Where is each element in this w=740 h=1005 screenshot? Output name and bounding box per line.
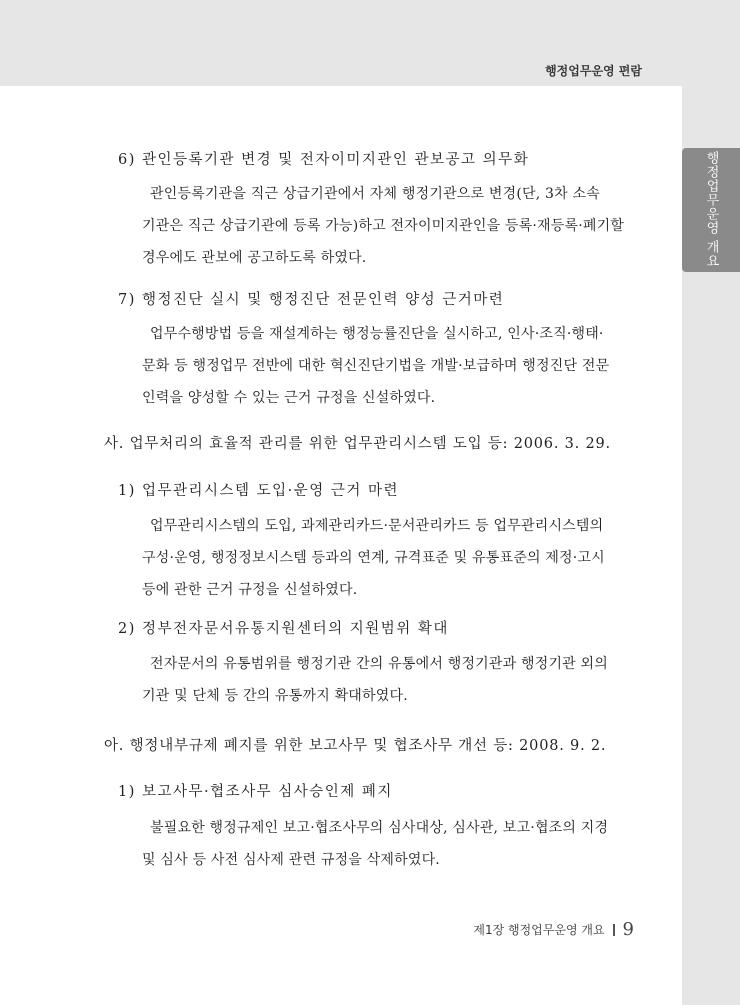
paragraph-line: 불필요한 행정규제인 보고·협조사무의 심사대상, 심사관, 보고·협조의 지경	[150, 820, 609, 836]
paragraph-line: 업무관리시스템의 도입, 과제관리카드·문서관리카드 등 업무관리시스템의	[150, 518, 604, 534]
paragraph-line: 인력을 양성할 수 있는 근거 규정을 신설하였다.	[142, 390, 436, 406]
section-sa-heading: 사. 업무처리의 효율적 관리를 위한 업무관리시스템 도입 등: 2006. 3. 29.	[104, 436, 611, 452]
paragraph-line: 전자문서의 유통범위를 행정기관 간의 유통에서 행정기관과 행정기관 외의	[150, 656, 608, 672]
paragraph-line: 구성·운영, 행정정보시스템 등과의 연계, 규격표준 및 유통표준의 제정·고시	[142, 550, 605, 566]
section-sa1-paragraph	[142, 510, 605, 606]
paragraph-line: 업무수행방법 등을 재설계하는 행정능률진단을 실시하고, 인사·조직·행태·	[150, 326, 604, 342]
chapter-side-tab-label: 행정업무운영 개요	[703, 151, 719, 269]
section-6-paragraph	[142, 178, 624, 274]
section-6-heading: 6) 관인등록기관 변경 및 전자이미지관인 관보공고 의무화	[118, 152, 530, 168]
section-sa2-paragraph	[142, 648, 608, 712]
paragraph-line: 등에 관한 근거 규정을 신설하였다.	[142, 582, 358, 598]
paragraph-line: 및 심사 등 사전 심사제 관련 규정을 삭제하였다.	[142, 852, 440, 868]
section-7-heading: 7) 행정진단 실시 및 행정진단 전문인력 양성 근거마련	[118, 292, 505, 308]
section-sa1-heading: 1) 업무관리시스템 도입·운영 근거 마련	[118, 483, 400, 499]
paragraph-line: 기관은 직근 상급기관에 등록 가능)하고 전자이미지관인을 등록·재등록·폐기할	[142, 218, 625, 234]
footer-divider	[613, 924, 615, 936]
chapter-side-tab	[682, 148, 740, 272]
page-number: 9	[622, 919, 634, 940]
paragraph-line: 기관 및 단체 등 간의 유통까지 확대하였다.	[142, 688, 408, 704]
section-7-paragraph	[142, 318, 609, 414]
page-footer	[473, 919, 634, 940]
section-sa2-heading: 2) 정부전자문서유통지원센터의 지원범위 확대	[118, 621, 449, 637]
paragraph-line: 관인등록기관을 직근 상급기관에서 자체 행정기관으로 변경(단, 3차 소속	[150, 186, 600, 202]
paragraph-line: 경우에도 관보에 공고하도록 하였다.	[142, 250, 367, 266]
running-title: 행정업무운영 편람	[545, 64, 642, 78]
footer-chapter-title: 제1장 행정업무운영 개요	[473, 923, 605, 937]
paragraph-line: 문화 등 행정업무 전반에 대한 혁신진단기법을 개발·보급하며 행정진단 전문	[142, 358, 610, 374]
section-sb1-heading: 1) 보고사무·협조사무 심사승인제 폐지	[118, 784, 393, 800]
section-sb1-paragraph	[142, 812, 608, 876]
section-sb-heading: 아. 행정내부규제 폐지를 위한 보고사무 및 협조사무 개선 등: 2008. 9. 2.	[104, 738, 607, 754]
